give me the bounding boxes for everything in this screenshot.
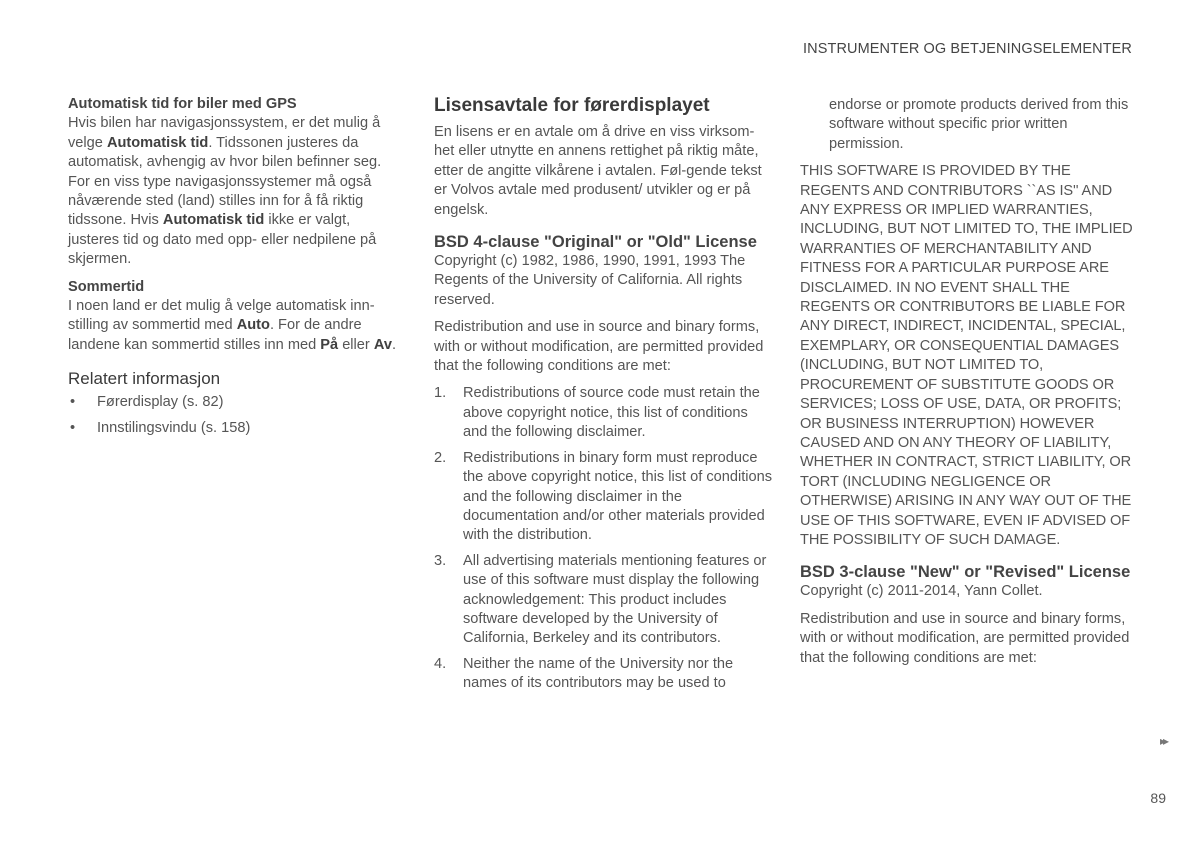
dst-bold-av: Av [373,336,392,353]
gps-bold-automatisk-tid-1: Automatisk tid [106,134,209,151]
bsd4-heading: BSD 4-clause "Original" or "Old" License [434,233,757,252]
condition-text: Redistributions in binary form must reproduce the above copyright notice, this list of conditions and the following disclaimer in the documentation and/or other materials provided with the distribution. [463,449,773,544]
bsd4-copyright: Copyright (c) 1982, 1986, 1990, 1991, 1993 The Regents of the University of California. All rights reserved. [434,253,746,308]
dst-bold-pa: På [320,336,339,353]
dst-text-a: I noen land er det mulig å velge automatisk inn-stilling av sommertid med [68,298,375,334]
condition-item [434,552,774,649]
related-link-forerdisplay[interactable] [68,393,398,412]
related-info-heading: Relatert informasjon [68,369,221,389]
bsd3-heading: BSD 3-clause "New" or "Revised" License [800,563,1131,582]
column-3 [800,96,1140,668]
related-info-list [68,393,398,438]
page-header-section-title: INSTRUMENTER OG BETJENINGSELEMENTER [803,41,1132,57]
gps-heading: Automatisk tid for biler med GPS [68,96,297,112]
bullet-icon: • [70,394,76,411]
related-link-label: Førerdisplay (s. 82) [97,394,224,411]
condition-number: 3. [434,552,447,569]
gps-bold-automatisk-tid-2: Automatisk tid [162,212,265,229]
license-intro: En lisens er en avtale om å drive en viss virksom-het eller utnytte en annens rettighet på riktig måte, etter de angitte vilkårene i avtalen. Føl-gende tekst er Volvos avtale med produsent/ utvikler og er på engelsk. [434,124,762,218]
gps-text-c: . Tidssonen justeres da automatisk, avhengig av hvor bilen befinner seg. For en viss type navigasjonssystemer må også nåværende sted (land) stilles inn for å få riktig tidssone. Hvis [68,134,382,229]
condition-text: Neither the name of the University nor the names of its contributors may be used to [463,655,734,692]
bsd4-redistribution: Redistribution and use in source and binary forms, with or without modification, are permitted provided that the following conditions are met: [434,319,764,375]
next-page-icon: ▸▸ [1159,734,1166,748]
dst-text-d: eller [338,336,374,353]
dst-text-c: . For de andre landene kan sommertid stilles inn med [68,317,362,353]
condition-text: Redistributions of source code must retain the above copyright notice, this list of conditions and the following disclaimer. [463,385,760,441]
condition-item [434,655,774,694]
condition-item [434,384,774,442]
bsd4-conditions-list [434,384,774,693]
bsd3-copyright: Copyright (c) 2011-2014, Yann Collet. [800,583,1043,600]
condition-item [434,449,774,546]
bsd3-redistribution: Redistribution and use in source and binary forms, with or without modification, are permitted provided that the following conditions are met: [800,610,1130,666]
page-number: 89 [1150,790,1166,806]
dst-bold-auto: Auto [236,317,270,334]
condition-number: 4. [434,655,447,672]
bsd4-disclaimer: THIS SOFTWARE IS PROVIDED BY THE REGENTS AND CONTRIBUTORS ``AS IS'' AND ANY EXPRESS OR IMPLIED WARRANTIES, INCLUDING, BUT NOT LIMITED TO, THE IMPLIED WARRANTIES OF MERCHANTABILITY AND FITNESS FOR A PARTICULAR PURPOSE ARE DISCLAIMED. IN NO EVENT SHALL THE REGENTS OR CONTRIBUTORS BE LIABLE FOR ANY DIRECT, INDIRECT, INCIDENTAL, SPECIAL, EXEMPLARY, OR CONSEQUENTIAL DAMAGES (INCLUDING, BUT NOT LIMITED TO, PROCUREMENT OF SUBSTITUTE GOODS OR SERVICES; LOSS OF USE, DATA, OR PROFITS; OR BUSINESS INTERRUPTION) HOWEVER CAUSED AND ON ANY THEORY OF LIABILITY, WHETHER IN CONTRACT, STRICT LIABILITY, OR TORT (INCLUDING NEGLIGENCE OR OTHERWISE) ARISING IN ANY WAY OUT OF THE USE OF THIS SOFTWARE, EVEN IF ADVISED OF THE POSSIBILITY OF SUCH DAMAGE. [800,163,1133,548]
dst-paragraph [68,297,398,355]
gps-text-a: Hvis bilen har navigasjonssystem, er det mulig å velge [68,115,381,151]
column-1 [68,95,398,444]
condition-number: 2. [434,449,447,466]
dst-text-e: . [391,336,397,353]
dst-heading: Sommertid [68,278,145,295]
gps-text-d: ikke er valgt, justeres tid og dato med opp- eller nedpilene på skjermen. [68,212,377,268]
related-link-innstillingsvindu[interactable] [68,419,398,438]
condition-text: All advertising materials mentioning features or use of this software must display the following acknowledgement: This product includes software developed by the University of California, Berkeley and its contributors. [463,552,767,647]
bullet-icon: • [70,419,76,436]
condition-4-continuation: endorse or promote products derived from this software without specific prior written permission. [829,97,1129,152]
column-2 [434,95,774,700]
related-link-label: Innstilingsvindu (s. 158) [97,419,251,436]
gps-paragraph [68,114,398,269]
license-main-heading: Lisensavtale for førerdisplayet [434,95,710,116]
condition-number: 1. [434,385,447,402]
